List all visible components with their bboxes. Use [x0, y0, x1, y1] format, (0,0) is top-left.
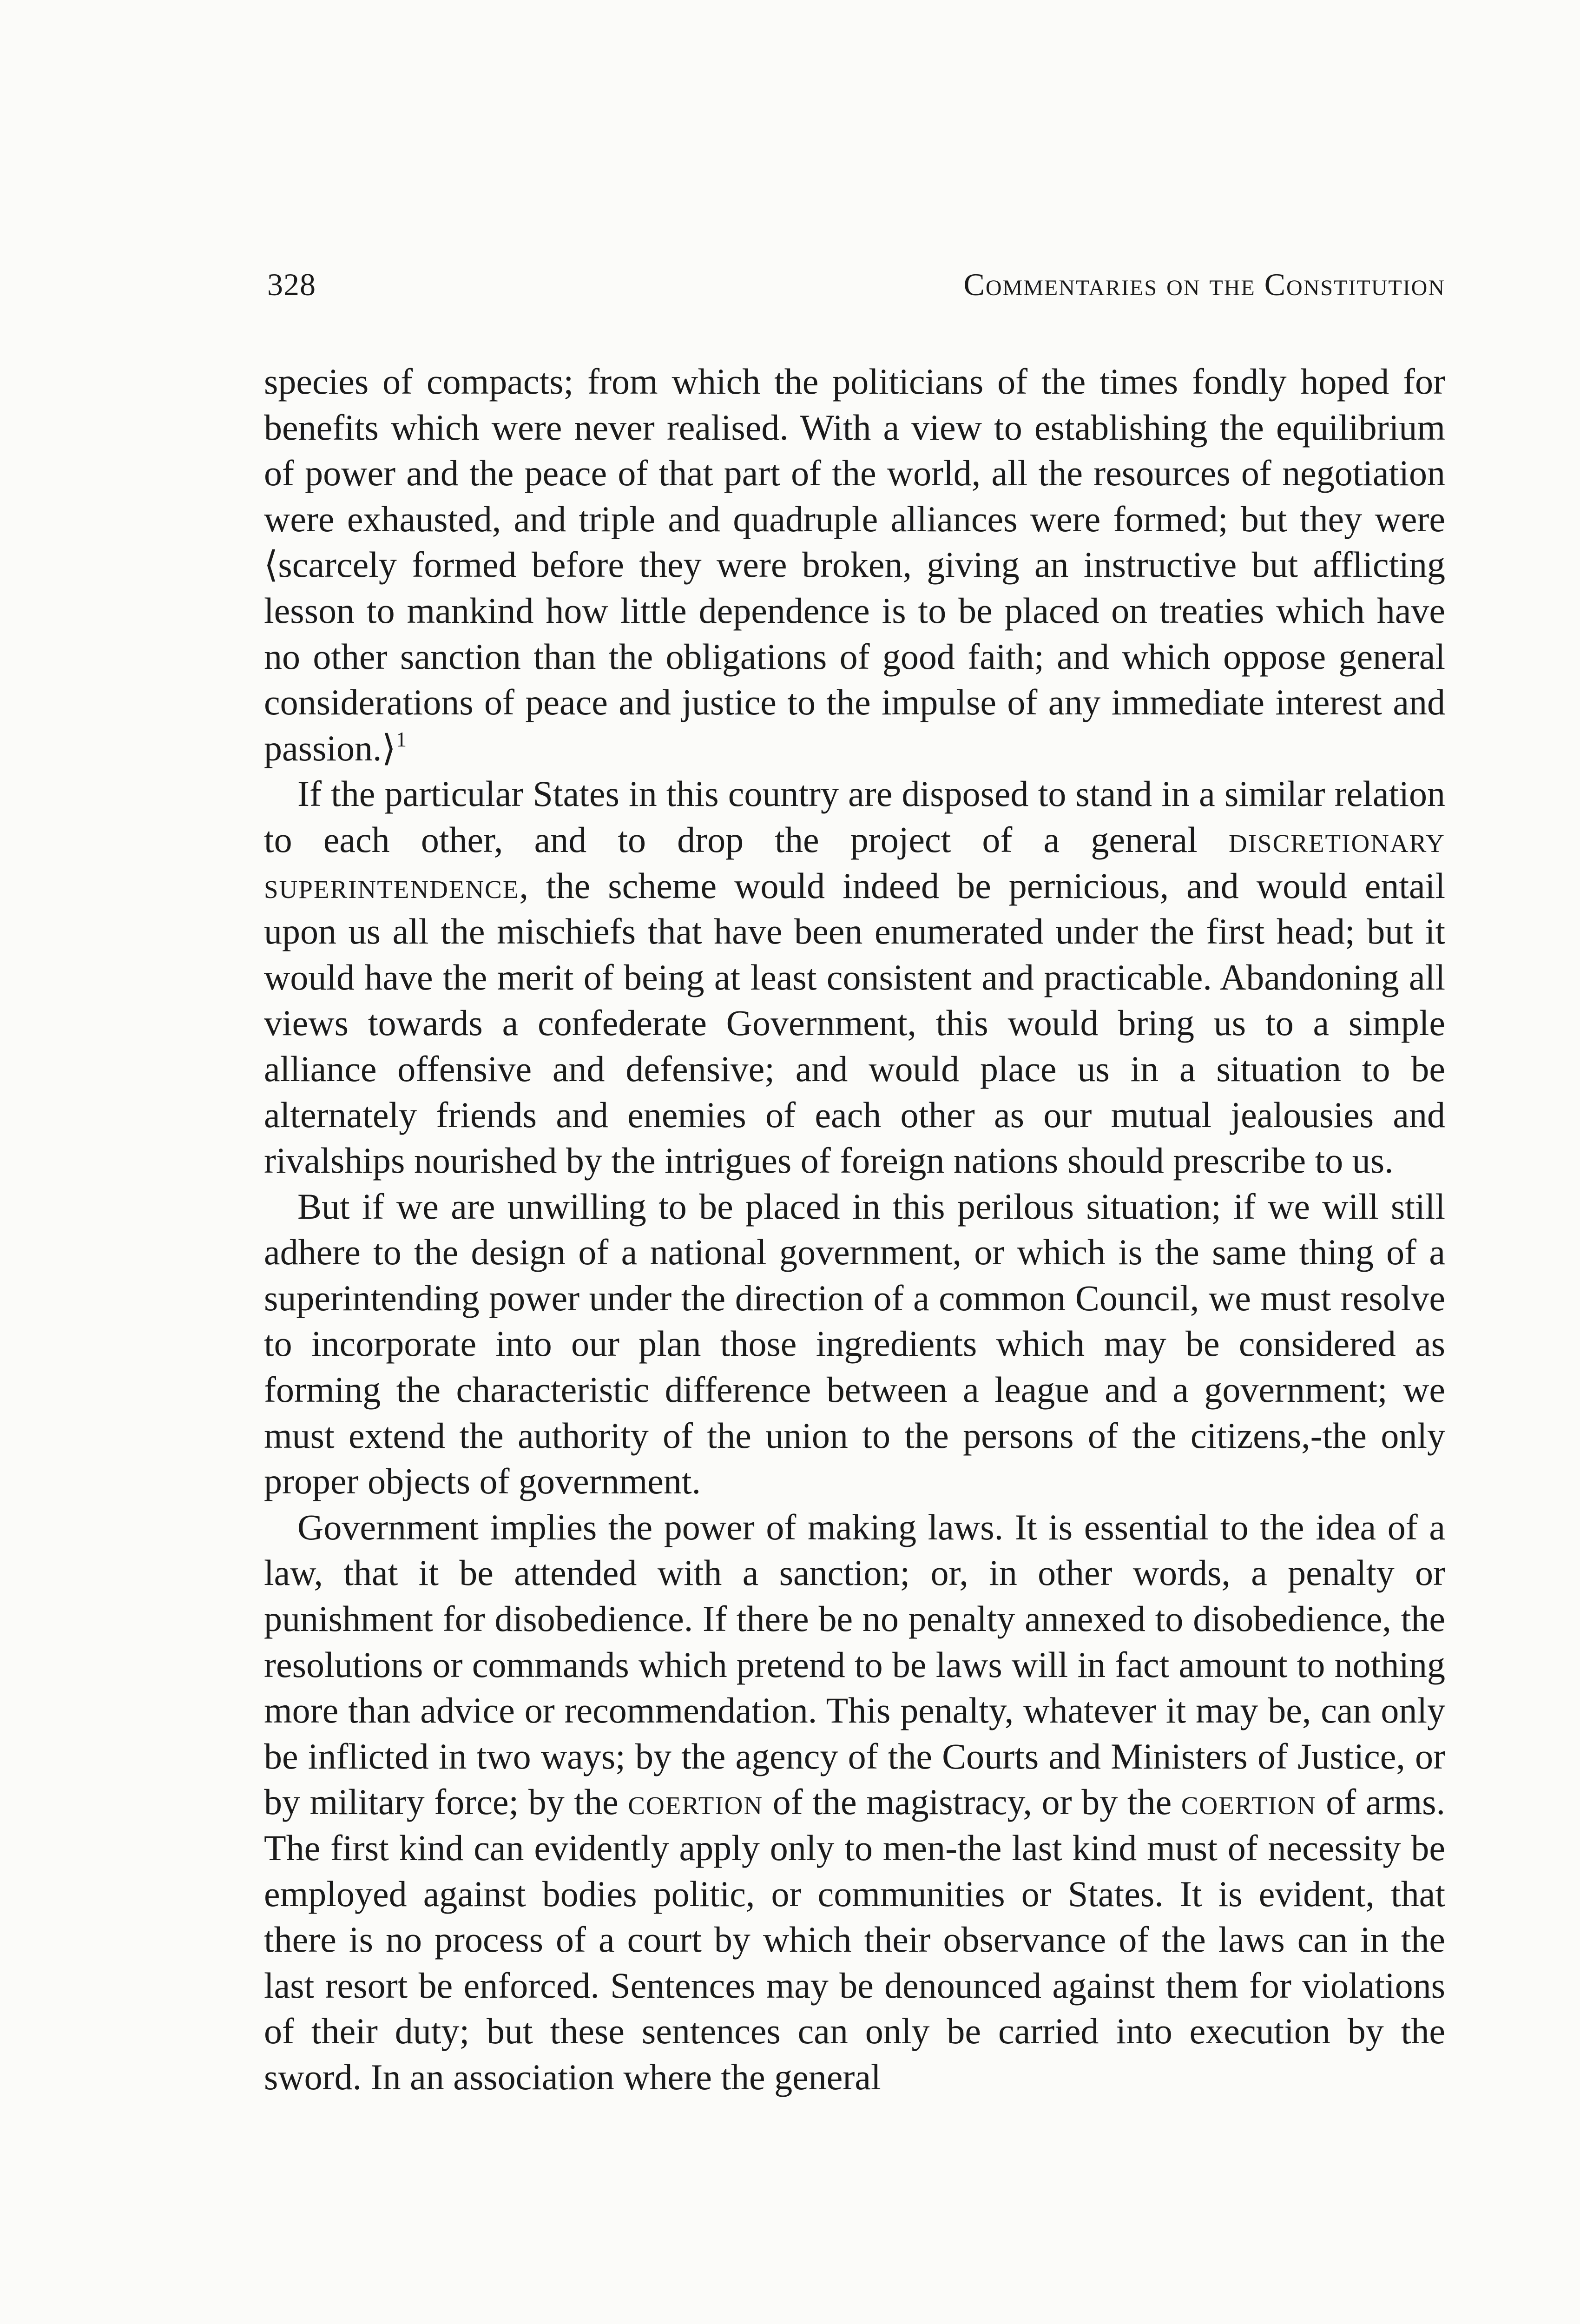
paragraph-3	[264, 1184, 1445, 1505]
paragraph-3-text: But if we are unwilling to be placed in this perilous situation; if we will still adhere to the design of a national government, or which is the same thing of a superintending power under the direction of a common Council, we must resolve to incorporate into our plan those ingredients which may be considered as forming the characteristic difference between a league and a government; we must extend the authority of the union to the persons of the citizens,-the only proper objects of government.	[264, 1186, 1445, 1502]
paragraph-1	[264, 359, 1445, 771]
paragraph-2-text-start: If the particular States in this country are disposed to stand in a similar relation to each other, and to drop the project of a general	[264, 773, 1445, 860]
paragraph-4-text-start: Government implies the power of making laws. It is essential to the idea of a law, that it be attended with a sanction; or, in other words, a penalty or punishment for disobedience. If there be no penalty annexed to disobedience, the resolutions or commands which pretend to be laws will in fact amount to nothing more than advice or recommendation. This penalty, whatever it may be, can only be inflicted in two ways; by the agency of the Courts and Ministers of Justice, or by military force; by the	[264, 1506, 1445, 1822]
paragraph-1-text: species of compacts; from which the politicians of the times fondly hoped for benefits which were never realised. With a view to establishing the equilibrium of power and the peace of that part of the world, all the resources of negotiation were exhausted, and triple and quadruple alliances were formed; but they were ⟨scarcely formed before they were broken, giving an instructive but afflicting lesson to mankind how little dependence is to be placed on treaties which have no other sanction than the obligations of good faith; and which oppose general considerations of peace and justice to the impulse of any immediate interest and passion.⟩	[264, 361, 1445, 768]
paragraph-4-text-end: of arms. The first kind can evidently apply only to men-the last kind must of necessity be employed against bodies politic, or communities or States. It is evident, that there is no process of a court by which their observance of the laws can in the last resort be enforced. Sentences may be denounced against them for violations of their duty; but these sentences can only be carried into execution by the sword. In an association where the general	[264, 1782, 1445, 2097]
running-title: Commentaries on the Constitution	[963, 267, 1445, 302]
running-head	[267, 260, 1445, 311]
paragraph-2	[264, 771, 1445, 1183]
page-number: 328	[267, 267, 316, 302]
paragraph-2-text-end: , the scheme would indeed be pernicious, and would entail upon us all the mischiefs that have been enumerated under the first head; but it would have the merit of being at least consistent and practicable. Abandoning all views towards a confederate Government, this would bring us to a simple alliance offensive and defensive; and would place us in a situation to be alternately friends and enemies of each other as our mutual jealousies and rivalships nourished by the intrigues of foreign nations should prescribe to us.	[264, 865, 1445, 1181]
small-caps-term: discretionary superintendence	[264, 819, 1445, 906]
small-caps-term: coertion	[628, 1782, 764, 1822]
footnote-reference: 1	[395, 727, 407, 751]
paragraph-4	[264, 1505, 1445, 2100]
body-text	[264, 359, 1445, 2100]
small-caps-term: coertion	[1181, 1782, 1317, 1822]
paragraph-4-text-middle: of the magistracy, or by the	[763, 1782, 1181, 1822]
